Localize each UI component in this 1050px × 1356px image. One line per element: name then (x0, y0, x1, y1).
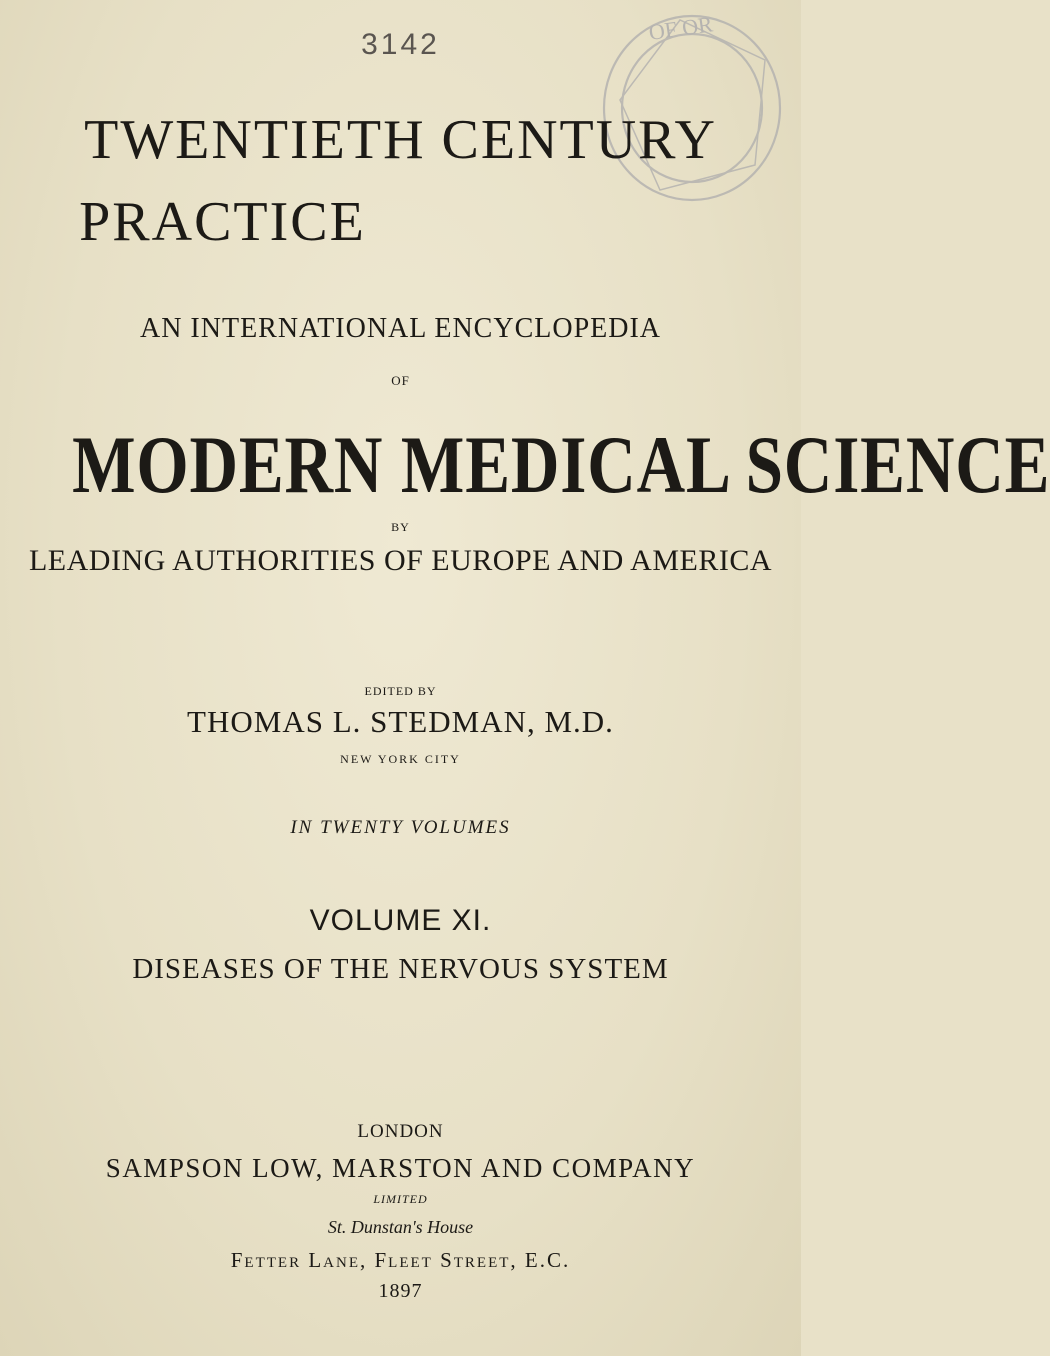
shelfmark: 3142 (361, 28, 440, 61)
editor-name: THOMAS L. STEDMAN, M.D. (187, 704, 614, 739)
volume-title: DISEASES OF THE NERVOUS SYSTEM (132, 953, 669, 985)
by-label: BY (391, 520, 410, 534)
series-title-line2: PRACTICE (79, 191, 366, 253)
publisher-name: SAMPSON LOW, MARSTON AND COMPANY (105, 1153, 696, 1183)
of-label: OF (391, 373, 410, 388)
subtitle: AN INTERNATIONAL ENCYCLOPEDIA (139, 313, 662, 344)
edited-by-label: EDITED BY (364, 684, 437, 698)
authorities-line: LEADING AUTHORITIES OF EUROPE AND AMERICA (28, 544, 772, 577)
imprint-city: LONDON (357, 1121, 444, 1142)
main-title: MODERN MEDICAL SCIENCE (72, 419, 1050, 510)
volumes-count: IN TWENTY VOLUMES (290, 817, 511, 838)
publisher-house: St. Dunstan's House (327, 1217, 474, 1237)
volume-number: VOLUME XI. (309, 904, 492, 937)
series-title-line1: TWENTIETH CENTURY (84, 109, 717, 171)
publication-year: 1897 (378, 1280, 423, 1302)
publisher-limited: LIMITED (373, 1192, 428, 1206)
editor-city: NEW YORK CITY (340, 752, 461, 766)
svg-text:OF OR: OF OR (647, 11, 715, 45)
publisher-address: Fetter Lane, Fleet Street, E.C. (230, 1248, 571, 1272)
